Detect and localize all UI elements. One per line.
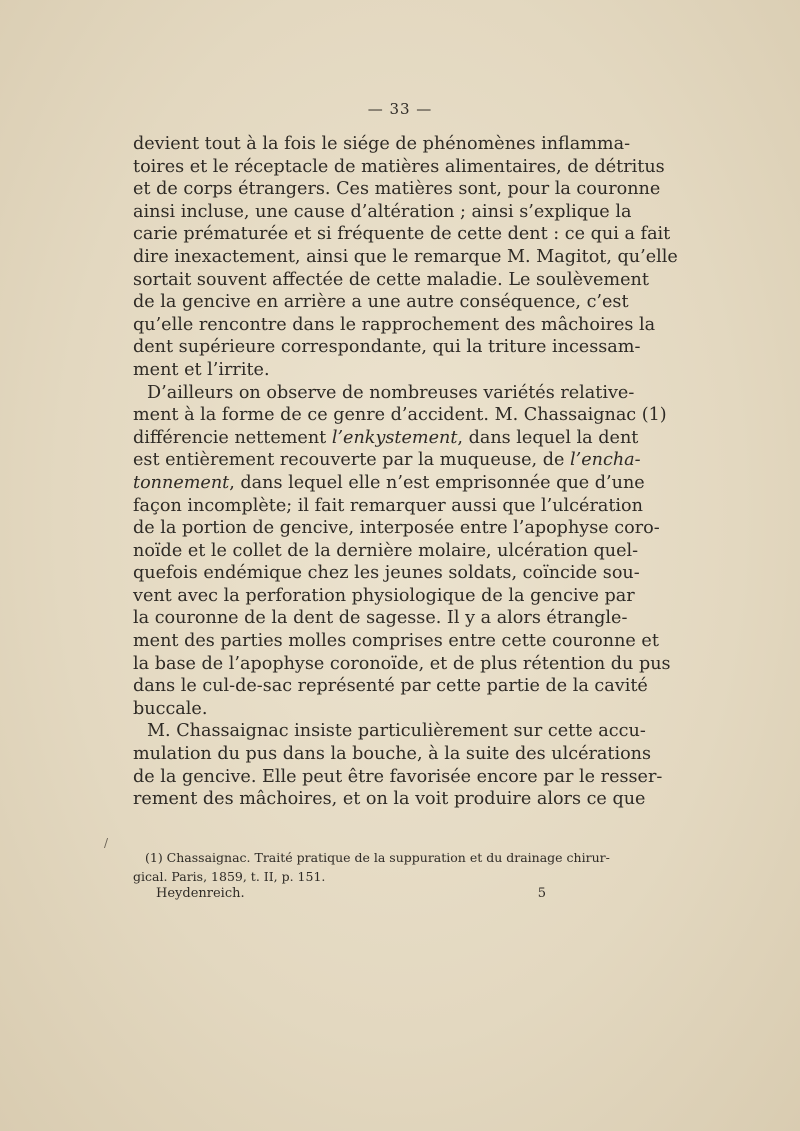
page-number: — 33 — — [367, 100, 433, 118]
text-line — [133, 720, 646, 743]
text-segment: dent supérieure correspondante, qui la triture incessam- — [133, 337, 641, 358]
text-segment: devient tout à la fois le siége de phénomènes inflamma- — [133, 134, 631, 154]
text-line — [133, 404, 667, 427]
text-line — [133, 223, 671, 246]
footnote — [133, 848, 615, 886]
text-segment: , dans lequel la dent — [457, 427, 639, 448]
text-line — [133, 291, 629, 314]
footnote-mark: / — [104, 836, 109, 850]
text-segment: ment des parties molles comprises entre cette couronne et — [133, 631, 659, 652]
text-segment: dire inexactement, ainsi que le remarque M. Magitot, qu’elle — [133, 246, 678, 267]
text-segment: de la gencive. Elle peut être favorisée encore par le resser- — [133, 766, 663, 787]
text-segment: dans le cul-de-sac représenté par cette partie de la cavité — [133, 676, 648, 697]
text-line — [133, 517, 660, 540]
text-line — [133, 449, 641, 472]
footnote-line-1: (1) Chassaignac. Traité pratique de la suppuration et du drainage chirur- — [145, 850, 610, 865]
text-line — [133, 336, 641, 359]
sheet-number: 5 — [537, 886, 546, 901]
text-line — [133, 427, 639, 450]
text-line — [133, 472, 645, 495]
text-line — [133, 178, 661, 201]
text-line — [133, 246, 678, 269]
text-line — [133, 675, 648, 698]
text-line — [133, 269, 649, 292]
text-segment: qu’elle rencontre dans le rapprochement des mâchoires la — [133, 314, 656, 335]
text-segment: noïde et le collet de la dernière molaire, ulcération quel- — [133, 540, 639, 561]
text-segment: M. Chassaignac insiste particulièrement sur cette accu- — [147, 721, 646, 742]
text-segment: et de corps étrangers. Ces matières sont, pour la couronne — [133, 179, 661, 200]
text-segment: quefois endémique chez les jeunes soldats, coïncide sou- — [133, 563, 640, 584]
signature-row — [156, 886, 546, 901]
text-line — [133, 743, 652, 766]
text-segment: D’ailleurs on observe de nombreuses variétés relative- — [147, 382, 635, 403]
body-text — [133, 133, 678, 811]
text-line — [133, 382, 635, 405]
author-signature: Heydenreich. — [156, 886, 245, 901]
text-line — [133, 314, 656, 337]
text-segment: ment à la forme de ce genre d’accident. M. Chassaignac (1) — [133, 405, 667, 426]
text-segment: sortait souvent affectée de cette maladie. Le soulèvement — [133, 269, 649, 290]
italic-term: l’encha- — [570, 450, 641, 471]
italic-term: l’enkystement — [331, 427, 458, 448]
text-line — [133, 698, 613, 721]
text-segment: ment et l’irrite. — [133, 359, 270, 380]
text-line — [133, 495, 643, 518]
text-line — [133, 585, 635, 608]
italic-term: tonnement — [133, 472, 230, 493]
text-segment: mulation du pus dans la bouche, à la suite des ulcérations — [133, 744, 652, 765]
text-segment: la base de l’apophyse coronoïde, et de plus rétention du pus — [133, 653, 671, 674]
text-line — [133, 766, 663, 789]
text-segment: rement des mâchoires, et on la voit produire alors ce que — [133, 789, 646, 810]
text-segment: ainsi incluse, une cause d’altération ; ainsi s’explique la — [133, 201, 632, 222]
text-segment: façon incomplète; il fait remarquer aussi que l’ulcération — [133, 495, 643, 516]
text-segment: de la portion de gencive, interposée entre l’apophyse coro- — [133, 518, 660, 539]
footnote-line-2: gical. Paris, 1859, t. II, p. 151. — [133, 869, 326, 884]
text-segment: de la gencive en arrière a une autre conséquence, c’est — [133, 292, 629, 313]
text-line — [133, 201, 632, 224]
text-line — [133, 540, 639, 563]
text-segment: carie prématurée et si fréquente de cette dent : ce qui a fait — [133, 224, 671, 245]
text-line — [133, 630, 659, 653]
text-line — [133, 359, 613, 382]
text-line — [133, 562, 640, 585]
text-line — [133, 156, 665, 179]
text-line — [133, 788, 646, 811]
text-segment: vent avec la perforation physiologique de la gencive par — [133, 585, 635, 606]
text-segment: toires et le réceptacle de matières alimentaires, de détritus — [133, 156, 665, 177]
text-line — [133, 653, 671, 676]
text-segment: la couronne de la dent de sagesse. Il y a alors étrangle- — [133, 608, 628, 629]
text-line — [133, 607, 628, 630]
text-segment: est entièrement recouverte par la muqueuse, de — [133, 450, 571, 471]
text-line — [133, 133, 631, 156]
text-segment: différencie nettement — [133, 427, 332, 448]
text-segment: buccale. — [133, 698, 208, 719]
text-segment: , dans lequel elle n’est emprisonnée que d’une — [229, 472, 645, 493]
